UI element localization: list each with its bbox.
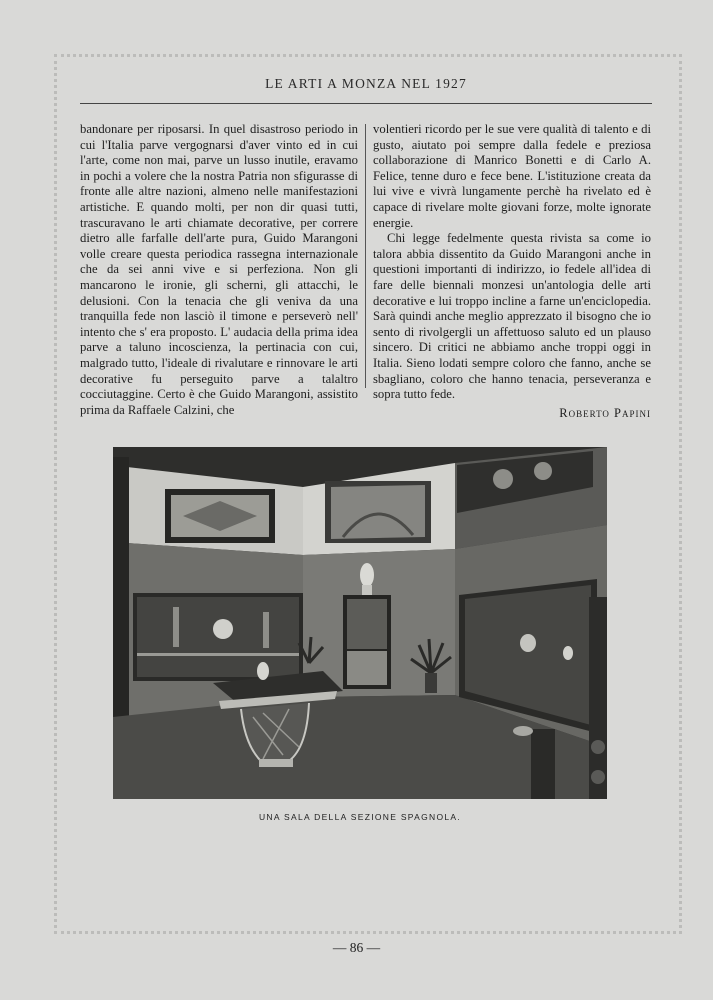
- paragraph: Chi legge fedelmente questa rivista sa come io talora abbia dissentito da Guido Marangoni anche in questioni importanti di indirizzo, io fedele all'idea di fare delle biennali monzesi un'antologia delle arti decorative e lui troppo incline a farne un'enciclopedia. Sarà quindi anche meglio apprezzato il bisogno che io sento di rivolgergli un affettuoso saluto ed un plauso sincero. Di critici ne abbiamo anche troppi oggi in Italia. Sieno lodati sempre coloro che fanno, anche se sbagliano, coloro che hanno tenacia, perseveranza e sopra tutto fede.: [373, 231, 651, 402]
- paragraph: bandonare per riposarsi. In quel disastroso periodo in cui l'Italia parve vergognarsi d'aver vinto ed in cui l'arte, come non mai, parve un lusso inutile, eravamo in pochi a volere che la nostra Patria non sfigurasse di fronte alle altre nazioni, almeno nelle manifestazioni artistiche. E quando molti, per non dir quasi tutti, trascuravano le arti chiamate decorative, per correre dietro alle farfalle dell'arte pura, Guido Marangoni volle creare questa periodica rassegna internazionale che da sei anni vive e si perfeziona. Non gli mancarono le ironie, gli scherni, gli attacchi, le delusioni. Con la tenacia che gli veniva da una tranquilla fede non lasciò il timone e perseverò nell' intento che s' era proposto. L' audacia della prima idea parve a taluno incoscienza, la pertinacia con cui, malgrado tutto, l'ideale di rivalutare e rinnovare le arti decorative fu perseguito parve a talaltro cocciutaggine. Certo è che Guido Marangoni, assistito prima da Raffaele Calzini, che: [80, 122, 358, 417]
- page-number: — 86 —: [332, 940, 381, 955]
- running-head: LE ARTI A MONZA NEL 1927: [265, 76, 467, 91]
- photo-caption: UNA SALA DELLA SEZIONE SPAGNOLA.: [258, 812, 462, 822]
- header-rule: [80, 103, 652, 104]
- text-column-right: [373, 122, 651, 421]
- column-divider: [365, 124, 366, 388]
- author-signature: Roberto Papini: [559, 405, 651, 420]
- paragraph: volentieri ricordo per le sue vere qualità di talento e di gusto, aiutato poi sempre dalla fedele e preziosa collaborazione di Manrico Bonetti e di Carlo A. Felice, tenne duro e fece bene. L'istituzione creata da lui vive e vivrà lungamente perchè ha rivelato ed è capace di rivelare molte giovani forze, molte ignorate energie.: [373, 122, 651, 230]
- text-column-left: [80, 122, 358, 418]
- exhibition-room-photo: [113, 447, 607, 799]
